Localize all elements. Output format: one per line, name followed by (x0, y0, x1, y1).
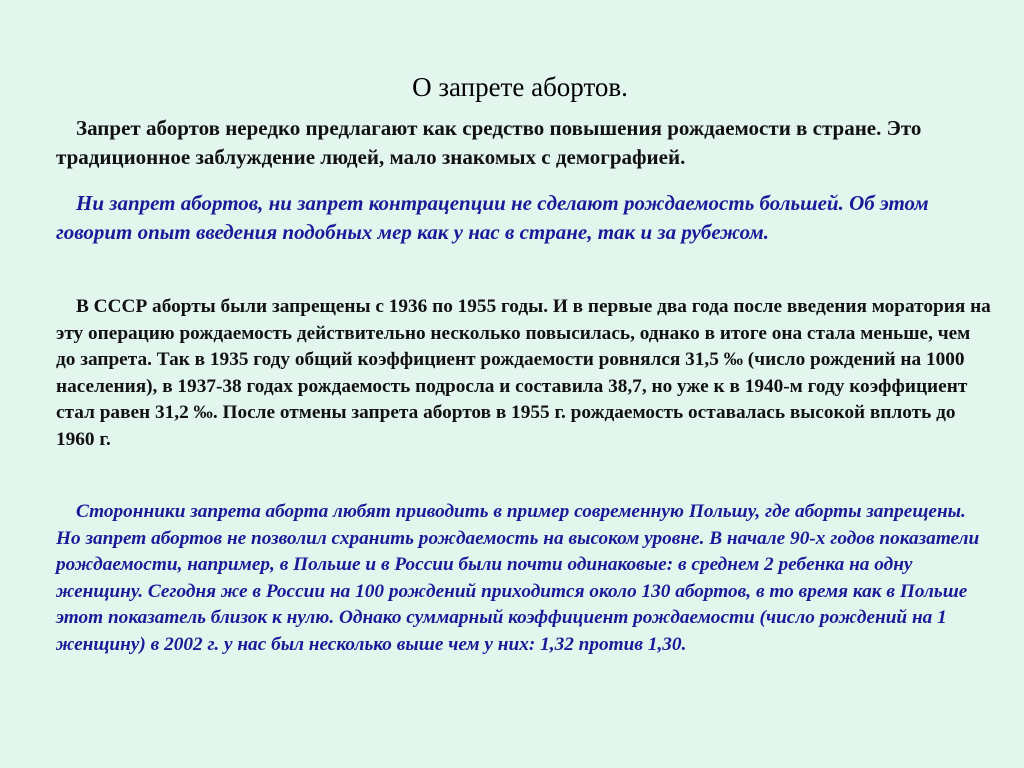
paragraph-ussr-history: В СССР аборты были запрещены с 1936 по 1955 годы. И в первые два года после введения моратория на эту операцию рождаемость действительно несколько повысилась, однако в итоге она стала меньше, чем до запрета. Так в 1935 году общий коэффициент рождаемости ровнялся 31,5 ‰ (число рождений на 1000 населения), в 1937-38 годах рождаемость подросла и составила 38,7, но уже к в 1940-м году коэффициент стал равен 31,2 ‰. После отмены запрета абортов в 1955 г. рождаемость оставалась высокой вплоть до 1960 г. (56, 296, 991, 450)
paragraph-intro: Запрет абортов нередко предлагают как средство повышения рождаемости в стране. Это традиционное заблуждение людей, мало знакомых с демографией. (56, 116, 922, 169)
slide-title: О запрете абортов. (412, 72, 628, 102)
paragraph-poland-example: Сторонники запрета аборта любят приводить в пример современную Польшу, где аборты запрещены. Но запрет абортов не позволил схранить рождаемость на высоком уровне. В начале 90-х годов показатели рождаемости, например, в Польше и в России были почти одинаковые: в среднем 2 ребенка на одну женщину. Сегодня же в России на 100 рождений приходится около 130 абортов, в то время как в Польше этот показатель близок к нулю. Однако суммарный коэффициент рождаемости (число рождений на 1 женщину) в 2002 г. у нас был несколько выше чем у них: 1,32 против 1,30. (56, 501, 980, 655)
paragraph-thesis: Ни запрет абортов, ни запрет контрацепции не сделают рождаемость большей. Об этом говорит опыт введения подобных мер как у нас в стране, так и за рубежом. (56, 191, 929, 244)
